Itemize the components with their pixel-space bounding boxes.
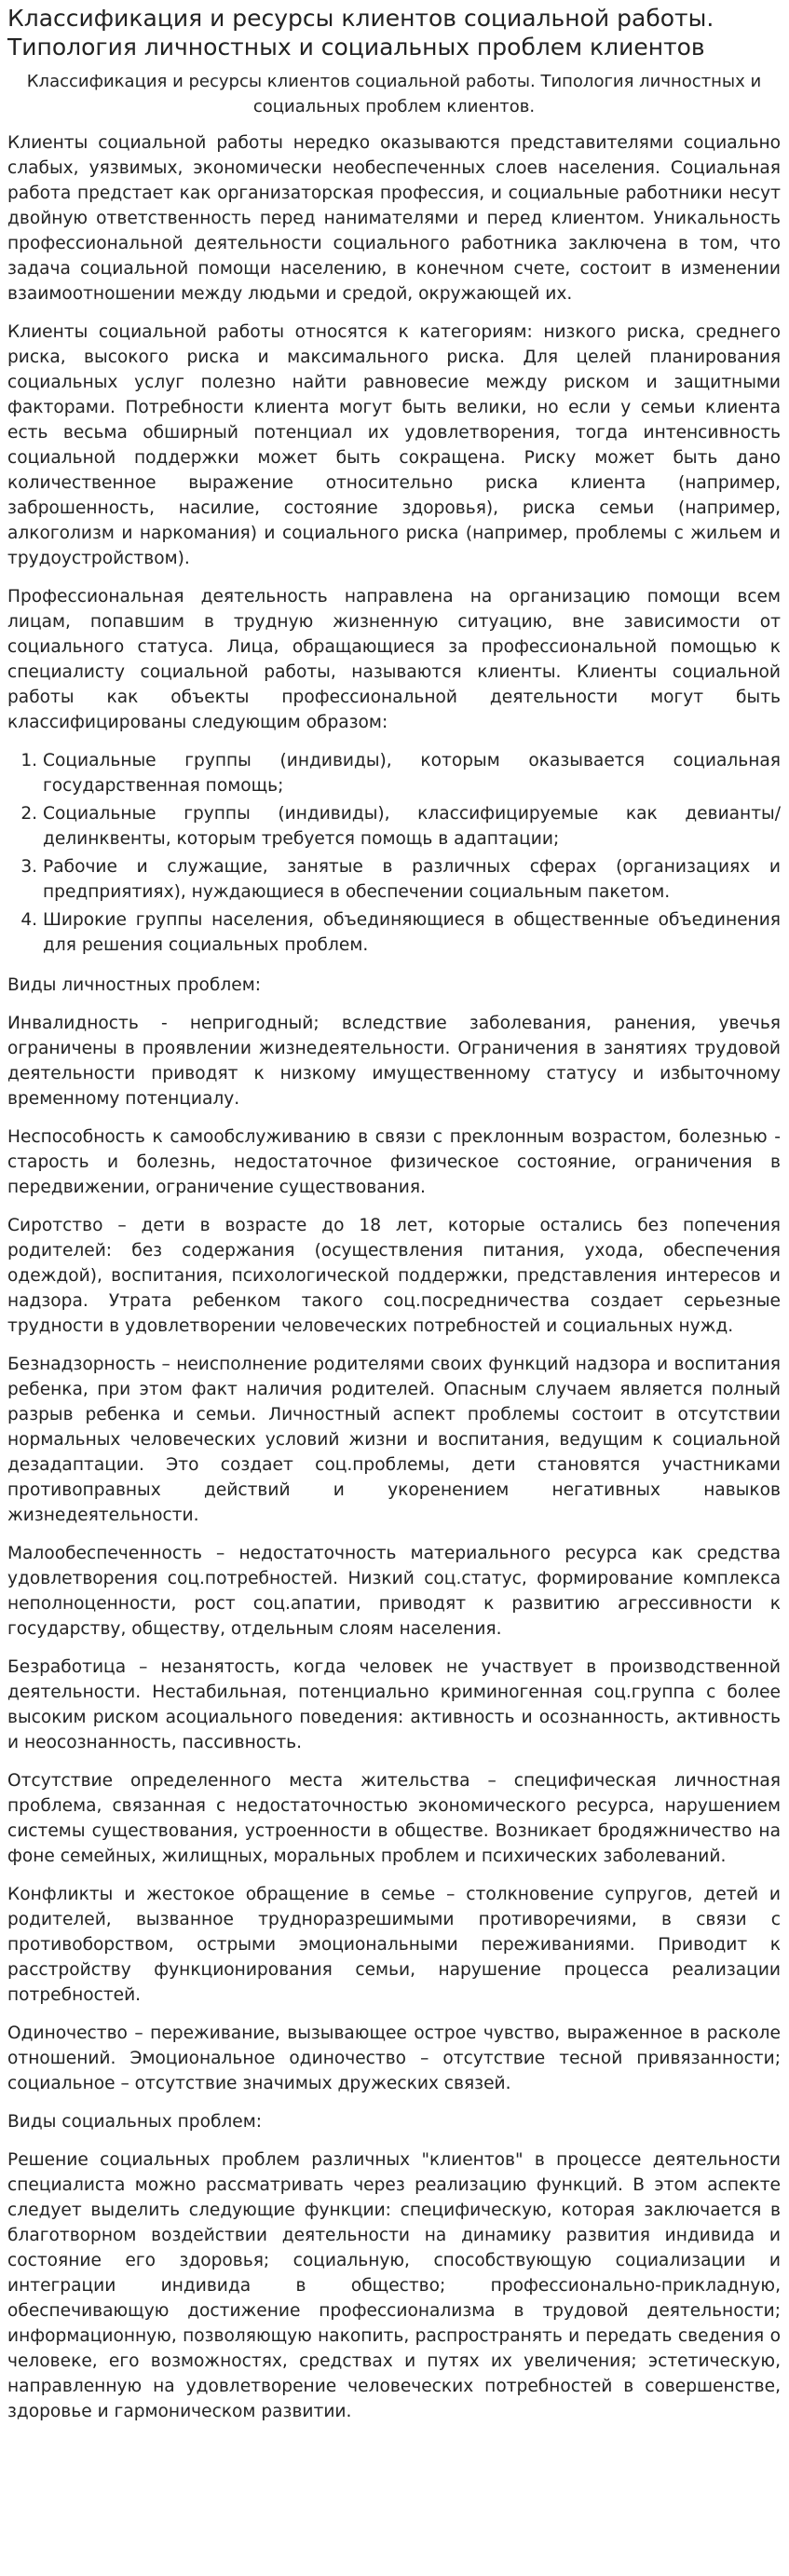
personal-problem-loneliness: Одиночество – переживание, вызывающее острое чувство, выраженное в расколе отношений. Эмоциональное одиночество – отсутствие тесной привязанности; социальное – отсутствие значимых дружеских связей. [7, 2024, 781, 2093]
list-item: 4. Широкие группы населения, объединяющиеся в общественные объединения для решения социальных проблем. [43, 907, 781, 958]
intro-paragraph-2: Клиенты социальной работы относятся к категориям: низкого риска, среднего риска, высокого риска и максимального риска. Для целей планирования социальных услуг полезно найти равновесие между риском и защитными факторами. Потребности клиента могут быть велики, но если у семьи клиента есть весьма обширный потенциал их удовлетворения, тогда интенсивность социальной поддержки может быть сокращена. Риску может быть дано количественное выражение относительно риска клиента (например, заброшенность, насилие, состояние здоровья), риска семьи (например, алкоголизм и наркомания) и социального риска (например, проблемы с жильем и трудоустройством). [7, 322, 781, 568]
social-problems-heading: Виды социальных проблем: [7, 2112, 263, 2132]
social-problems-paragraph: Решение социальных проблем различных "клиентов" в процессе деятельности специалиста можно рассматривать через реализацию функций. В этом аспекте следует выделить следующие функции: специфическую, которая заключается в благотворном воздействии деятельности на динамику развития индивида и состояние его здоровья; социальную, способствующую социализации и интеграции индивида в общество; профессионально-прикладную, обеспечивающую достижение профессионализма в трудовой деятельности; информационную, позволяющую накопить, распространять и передать сведения о человеке, его возможностях, средствах и путях их увеличения; эстетическую, направленную на удовлетворение человеческих потребностей в совершенстве, здоровье и гармоническом развитии. [7, 2150, 781, 2421]
list-item: 1. Социальные группы (индивиды), которым оказывается социальная государственная помощь; [43, 748, 781, 798]
personal-problem-family-conflict: Конфликты и жестокое обращение в семье – столкновение супругов, детей и родителей, вызванное трудноразрешимыми противоречиями, в связи с противоборством, острыми эмоциональными переживаниями. Приводит к расстройству функционирования семьи, нарушение процесса реализации потребностей. [7, 1885, 781, 2005]
personal-problem-homelessness: Отсутствие определенного места жительства – специфическая личностная проблема, связанная с недостаточностью экономического ресурса, нарушением системы существования, устроенности в обществе. Возникает бродяжничество на фоне семейных, жилищных, моральных проблем и психических заболеваний. [7, 1771, 781, 1866]
personal-problem-neglect: Безнадзорность – неисполнение родителями своих функций надзора и воспитания ребенка, при этом факт наличия родителей. Опасным случаем является полный разрыв ребенка и семьи. Личностный аспект проблемы состоит в отсутствии нормальных человеческих условий жизни и воспитания, ведущим к социальной дезадаптации. Это создает соц.проблемы, дети становятся участниками противоправных действий и укоренением негативных навыков жизнедеятельности. [7, 1355, 781, 1525]
intro-paragraph-3: Профессиональная деятельность направлена на организацию помощи всем лицам, попавшим в трудную жизненную ситуацию, вне зависимости от социального статуса. Лица, обращающиеся за профессиональной помощью к специалисту социальной работы, называются клиенты. Клиенты социальной работы как объекты профессиональной деятельности могут быть классифицированы следующим образом: [7, 587, 781, 732]
list-item: 2. Социальные группы (индивиды), классифицируемые как девианты/делинквенты, которым требуется помощь в адаптации; [43, 801, 781, 852]
personal-problems-heading: Виды личностных проблем: [7, 975, 261, 995]
personal-problem-unemployment: Безработица – незанятость, когда человек не участвует в производственной деятельности. Нестабильная, потенциально криминогенная соц.группа с более высоким риском асоциального поведения: активность и осознанность, активность и неосознанность, пассивность. [7, 1657, 781, 1752]
page-title: Классификация и ресурсы клиентов социальной работы. Типология личностных и социальных проблем клиентов [7, 5, 714, 61]
personal-problem-self-care: Неспособность к самообслуживанию в связи с преклонным возрастом, болезнью - старость и болезнь, недостаточное физическое состояние, ограничения в передвижении, ограничение существования. [7, 1127, 781, 1197]
personal-problem-disability: Инвалидность - непригодный; вследствие заболевания, ранения, увечья ограничены в проявлении жизнедеятельности. Ограничения в занятиях трудовой деятельности приводят к низкому имущественному статусу и избыточному временному потенциалу. [7, 1014, 781, 1109]
personal-problem-orphanhood: Сиротство – дети в возрасте до 18 лет, которые остались без попечения родителей: без содержания (осуществления питания, ухода, обеспечения одеждой), воспитания, психологической поддержки, представления интересов и надзора. Утрата ребенком такого соц.посредничества создает серьезные трудности в удовлетворении человеческих потребностей и социальных нужд. [7, 1216, 781, 1336]
personal-problem-low-income: Малообеспеченность – недостаточность материального ресурса как средства удовлетворения соц.потребностей. Низкий соц.статус, формирование комплекса неполноценности, рост соц.апатии, приводят к развитию агрессивности к государству, обществу, отдельным слоям населения. [7, 1544, 781, 1639]
list-item: 3. Рабочие и служащие, занятые в различных сферах (организациях и предприятиях), нуждающиеся в обеспечении социальным пакетом. [43, 854, 781, 905]
client-groups-list [7, 748, 781, 958]
article-subtitle: Классификация и ресурсы клиентов социальной работы. Типология личностных и социальных проблем клиентов. [26, 72, 762, 116]
intro-paragraph-1: Клиенты социальной работы нередко оказываются представителями социально слабых, уязвимых, экономически необеспеченных слоев населения. Социальная работа предстает как организаторская профессия, и социальные работники несут двойную ответственность перед нанимателями и перед клиентом. Уникальность профессиональной деятельности социального работника заключена в том, что задача социальной помощи населению, в конечном счете, состоит в изменении взаимоотношении между людьми и средой, окружающей их. [7, 133, 781, 304]
